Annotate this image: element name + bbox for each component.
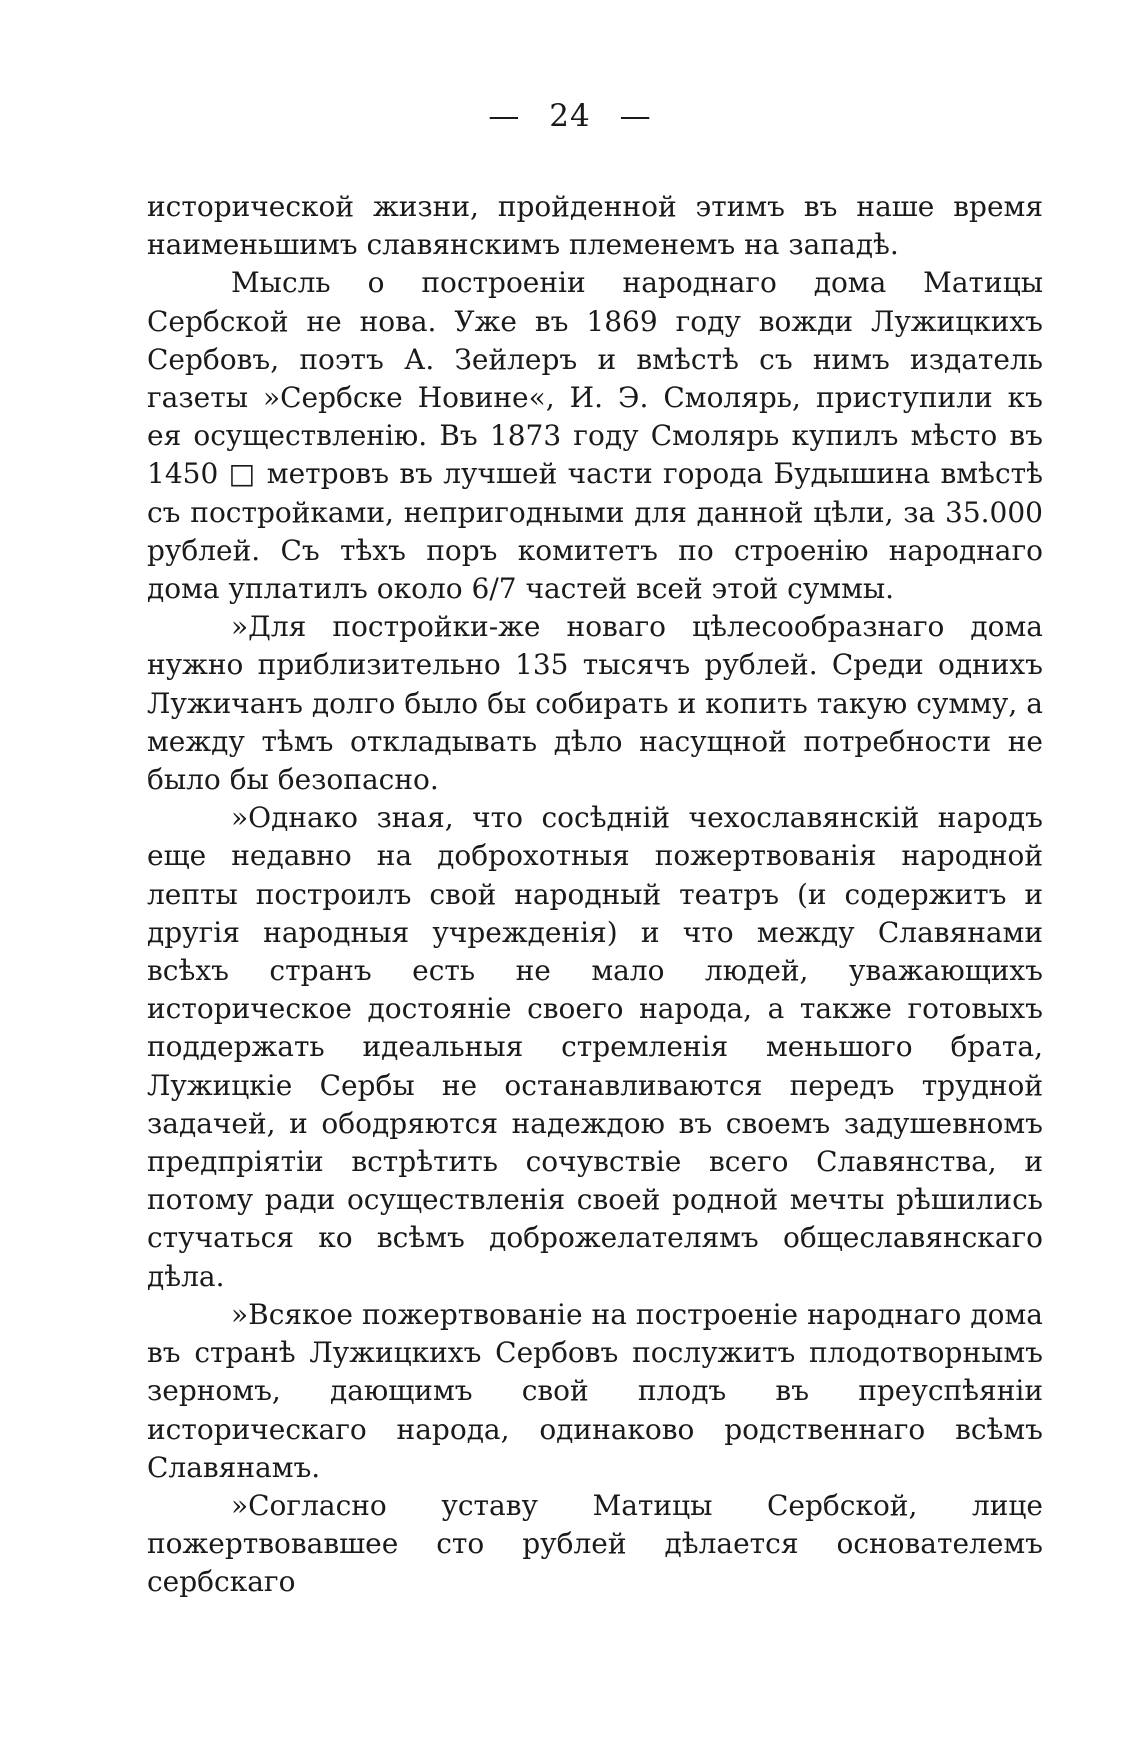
page-body: [147, 188, 1043, 1602]
paragraph-5: »Всякое пожертвованіе на построеніе народнаго дома въ странѣ Лужицкихъ Сербовъ послужитъ плодотворнымъ зерномъ, дающимъ свой плодъ въ преуспѣяніи историческаго народа, одинаково родственнаго всѣмъ Славянамъ.: [147, 1297, 1043, 1484]
paragraph-3: »Для постройки-же новаго цѣлесообразнаго дома нужно приблизительно 135 тысячъ рублей. Среди однихъ Лужичанъ долго было бы собирать и копить такую сумму, а между тѣмъ откладывать дѣло насущной потребности не было бы безопасно.: [147, 610, 1043, 797]
paragraph-2: Мысль о построеніи народнаго дома Матицы Сербской не нова. Уже въ 1869 году вожди Лужицкихъ Сербовъ, поэтъ А. Зейлеръ и вмѣстѣ съ нимъ издатель газеты »Сербске Новине«, И. Э. Смолярь, приступили къ ея осуществленію. Въ 1873 году Смолярь купилъ мѣсто въ 1450 □ метровъ въ лучшей части города Будышина вмѣстѣ съ постройками, непригодными для данной цѣли, за 35.000 рублей. Съ тѣхъ поръ комитетъ по строенію народнаго дома уплатилъ около 6/7 частей всей этой суммы.: [147, 266, 1043, 606]
paragraph-4: »Однако зная, что сосѣдній чехославянскій народъ еще недавно на доброхотныя пожертвованія народной лепты построилъ свой народный театръ (и содержитъ и другія народныя учрежденія) и что между Славянами всѣхъ странъ есть не мало людей, уважающихъ историческое достояніе своего народа, а также готовыхъ поддержать идеальныя стремленія меньшого брата, Лужицкіе Сербы не останавливаются передъ трудной задачей, и ободряются надеждою въ своемъ задушевномъ предпріятіи встрѣтить сочувствіе всего Славянства, и потому ради осуществленія своей родной мечты рѣшились стучаться ко всѣмъ доброжелателямъ общеславянскаго дѣла.: [147, 801, 1043, 1293]
paragraph-1: исторической жизни, пройденной этимъ въ наше время наименьшимъ славянскимъ племенемъ на западѣ.: [147, 190, 1043, 262]
paragraph-6: »Согласно уставу Матицы Сербской, лице пожертвовавшее сто рублей дѣлается основателемъ сербскаго: [147, 1488, 1043, 1599]
page-number: — 24 —: [488, 98, 652, 134]
